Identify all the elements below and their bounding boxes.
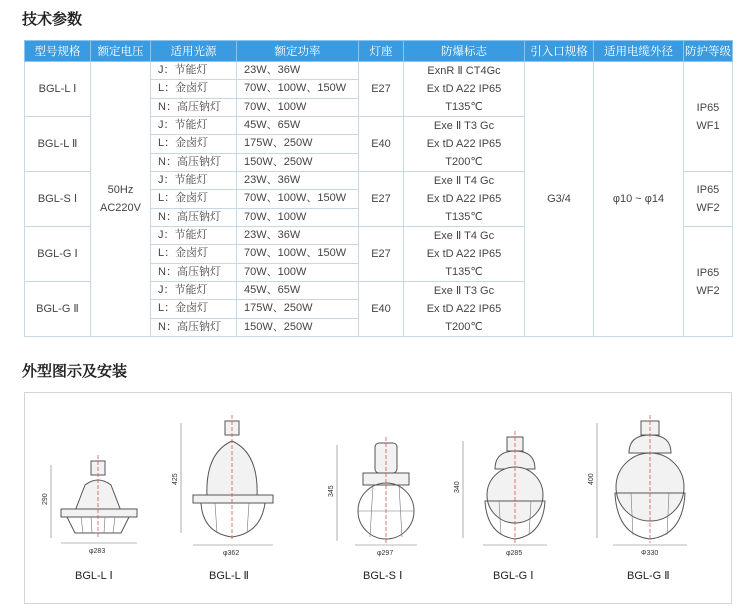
cell-source: J：节能灯 [151, 117, 237, 135]
cell-protection [684, 227, 733, 337]
protection-line-2: WF2 [696, 202, 720, 214]
cell-source: L：金卤灯 [151, 300, 237, 318]
height-dim-4: 340 [454, 481, 461, 493]
cell-power: 70W、100W [237, 98, 359, 116]
cell-power: 23W、36W [237, 227, 359, 245]
section-title-tech-params: 技术参数 [22, 11, 83, 28]
cell-lamp-base: E40 [359, 117, 404, 172]
cell-source: J：节能灯 [151, 172, 237, 190]
cell-power: 23W、36W [237, 172, 359, 190]
cell-source: N：高压钠灯 [151, 153, 237, 171]
mark-line-2: Ex tD A22 IP65 T135℃ [426, 193, 502, 223]
cell-power: 70W、100W、150W [237, 245, 359, 263]
section-title-outline-install: 外型图示及安装 [22, 363, 128, 380]
lamp-drawing-bgl-g2 [588, 415, 687, 582]
protection-line-1: IP65 [696, 184, 720, 196]
cell-thread: G3/4 [525, 62, 594, 337]
cell-model: BGL-L Ⅰ [25, 62, 91, 117]
cell-lamp-base: E27 [359, 62, 404, 117]
cell-source: N：高压钠灯 [151, 208, 237, 226]
lamp-drawing-bgl-s1 [328, 437, 417, 582]
height-dim-2: 425 [172, 473, 179, 485]
cell-source: N：高压钠灯 [151, 263, 237, 281]
cell-lamp-base: E40 [359, 282, 404, 337]
cell-power: 175W、250W [237, 300, 359, 318]
cell-power: 70W、100W [237, 263, 359, 281]
header-protection: 防护等级 [684, 41, 733, 62]
header-power: 额定功率 [237, 41, 359, 62]
diameter-dim-5: Φ330 [641, 550, 659, 557]
diameter-dim-1: φ283 [89, 548, 106, 555]
height-dim-3: 345 [328, 485, 335, 497]
spec-table [24, 40, 733, 337]
diameter-dim-4: φ285 [506, 550, 523, 557]
cell-explosion-mark [404, 227, 525, 282]
lamp-drawing-bgl-l1 [42, 455, 137, 582]
cell-power: 175W、250W [237, 135, 359, 153]
mark-line-2: Ex tD A22 IP65 T200℃ [426, 303, 502, 333]
header-explosion-mark: 防爆标志 [404, 41, 525, 62]
cell-protection [684, 172, 733, 227]
table-header-row [25, 41, 733, 62]
protection-line-1: IP65 [696, 101, 720, 114]
mark-line-1: Exe Ⅱ T3 Gc [433, 285, 495, 297]
diameter-dim-2: φ362 [223, 550, 240, 557]
cell-model: BGL-L Ⅱ [25, 117, 91, 172]
cell-model: BGL-G Ⅱ [25, 282, 91, 337]
height-dim-5: 400 [588, 473, 595, 485]
cell-power: 70W、100W、150W [237, 80, 359, 98]
mark-line-1: Exe Ⅱ T4 Gc [433, 230, 495, 242]
mark-line-1: ExnR Ⅱ CT4Gc [427, 65, 501, 77]
lamp-drawings [25, 393, 731, 603]
cell-lamp-base: E27 [359, 227, 404, 282]
lamp-label-1: BGL-L Ⅰ [75, 570, 113, 582]
mark-line-1: Exe Ⅱ T3 Gc [433, 120, 495, 132]
cell-source: L：金卤灯 [151, 190, 237, 208]
cell-source: N：高压钠灯 [151, 98, 237, 116]
cell-source: L：金卤灯 [151, 135, 237, 153]
cell-power: 70W、100W [237, 208, 359, 226]
mark-line-2: Ex tD A22 IP65 T135℃ [426, 248, 502, 278]
cell-protection [684, 62, 733, 172]
table-row [25, 62, 733, 80]
lamp-label-2: BGL-L Ⅱ [209, 570, 249, 582]
protection-line-1: IP65 [696, 266, 720, 279]
cell-lamp-base: E27 [359, 172, 404, 227]
cell-model: BGL-S Ⅰ [25, 172, 91, 227]
lamp-label-4: BGL-G Ⅰ [493, 570, 534, 582]
header-thread: 引入口规格 [525, 41, 594, 62]
cell-power: 70W、100W、150W [237, 190, 359, 208]
cell-power: 150W、250W [237, 318, 359, 336]
cell-explosion-mark [404, 172, 525, 227]
outline-drawing-panel [24, 392, 732, 604]
lamp-drawing-bgl-g1 [454, 431, 547, 582]
lamp-drawing-bgl-l2 [172, 415, 273, 582]
cell-source: L：金卤灯 [151, 245, 237, 263]
height-dim-1: 290 [42, 493, 49, 505]
protection-line-2: WF1 [696, 119, 720, 132]
cell-source: L：金卤灯 [151, 80, 237, 98]
cell-model: BGL-G Ⅰ [25, 227, 91, 282]
lamp-label-3: BGL-S Ⅰ [363, 570, 403, 582]
header-model: 型号规格 [25, 41, 91, 62]
mark-line-2: Ex tD A22 IP65 T135℃ [426, 83, 502, 113]
cell-source: J：节能灯 [151, 227, 237, 245]
diameter-dim-3: φ297 [377, 550, 394, 557]
cell-power: 23W、36W [237, 62, 359, 80]
cell-power: 45W、65W [237, 117, 359, 135]
header-cable: 适用电缆外径 [594, 41, 684, 62]
voltage-freq: 50Hz [107, 184, 134, 196]
cell-source: N：高压钠灯 [151, 318, 237, 336]
header-source: 适用光源 [151, 41, 237, 62]
header-voltage: 额定电压 [91, 41, 151, 62]
cell-explosion-mark [404, 62, 525, 117]
cell-power: 45W、65W [237, 282, 359, 300]
mark-line-2: Ex tD A22 IP65 T200℃ [426, 138, 502, 168]
mark-line-1: Exe Ⅱ T4 Gc [433, 175, 495, 187]
header-lamp-base: 灯座 [359, 41, 404, 62]
cell-explosion-mark [404, 117, 525, 172]
voltage-ac: AC220V [100, 202, 141, 214]
cell-cable: φ10 ~ φ14 [594, 62, 684, 337]
cell-power: 150W、250W [237, 153, 359, 171]
cell-voltage [91, 62, 151, 337]
cell-source: J：节能灯 [151, 282, 237, 300]
protection-line-2: WF2 [696, 284, 720, 297]
cell-explosion-mark [404, 282, 525, 337]
cell-source: J：节能灯 [151, 62, 237, 80]
lamp-label-5: BGL-G Ⅱ [627, 570, 670, 582]
